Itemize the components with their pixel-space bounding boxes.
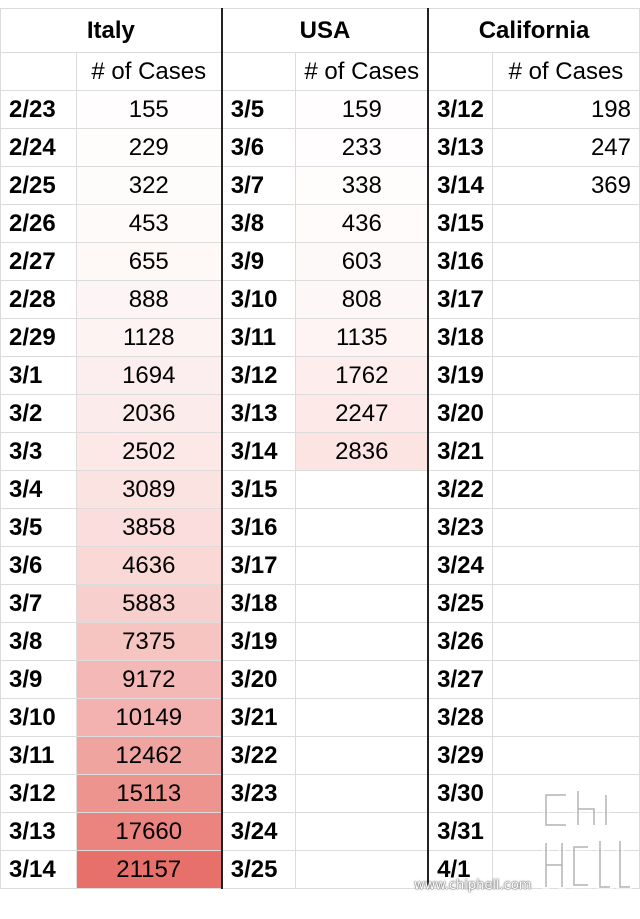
usa-cases-cell[interactable]: 436 [296,205,428,243]
italy-cases-header[interactable]: # of Cases [76,53,222,91]
california-cases-cell[interactable] [492,395,639,433]
italy-date-cell[interactable]: 3/3 [1,433,77,471]
table-row [1,699,640,737]
california-cases-cell[interactable] [492,661,639,699]
table-row [1,91,640,129]
california-date-cell[interactable]: 3/25 [428,585,492,623]
california-date-cell[interactable]: 3/14 [428,167,492,205]
italy-cases-cell[interactable]: 1694 [76,357,222,395]
usa-cases-cell[interactable] [296,623,428,661]
california-date-cell[interactable]: 3/22 [428,471,492,509]
usa-cases-cell[interactable] [296,699,428,737]
table-row [1,357,640,395]
italy-date-cell[interactable]: 3/9 [1,661,77,699]
usa-cases-header[interactable]: # of Cases [296,53,428,91]
italy-cases-cell[interactable]: 12462 [76,737,222,775]
california-date-cell[interactable]: 3/27 [428,661,492,699]
california-cases-cell[interactable] [492,205,639,243]
usa-cases-cell[interactable] [296,471,428,509]
usa-date-cell[interactable]: 3/16 [222,509,296,547]
italy-date-cell[interactable]: 2/24 [1,129,77,167]
italy-date-cell[interactable]: 3/13 [1,813,77,851]
italy-date-cell[interactable]: 2/27 [1,243,77,281]
italy-date-cell[interactable]: 2/26 [1,205,77,243]
usa-cases-cell[interactable] [296,813,428,851]
california-cases-cell[interactable] [492,471,639,509]
california-date-cell[interactable]: 3/19 [428,357,492,395]
california-date-cell[interactable]: 3/26 [428,623,492,661]
italy-cases-cell[interactable]: 1128 [76,319,222,357]
usa-date-cell[interactable]: 3/23 [222,775,296,813]
italy-date-cell[interactable]: 2/28 [1,281,77,319]
california-date-cell[interactable]: 3/21 [428,433,492,471]
usa-cases-cell[interactable]: 2836 [296,433,428,471]
italy-date-cell[interactable]: 3/4 [1,471,77,509]
california-date-cell[interactable]: 3/12 [428,91,492,129]
california-date-cell[interactable]: 3/23 [428,509,492,547]
california-date-cell[interactable]: 3/29 [428,737,492,775]
california-date-cell[interactable]: 3/16 [428,243,492,281]
italy-date-cell[interactable]: 3/10 [1,699,77,737]
italy-date-cell[interactable]: 3/14 [1,851,77,889]
table-row [1,129,640,167]
usa-date-cell[interactable]: 3/18 [222,585,296,623]
italy-cases-cell[interactable]: 3089 [76,471,222,509]
italy-cases-cell[interactable]: 655 [76,243,222,281]
italy-date-cell[interactable]: 3/7 [1,585,77,623]
california-cases-cell[interactable] [492,699,639,737]
usa-cases-cell[interactable]: 603 [296,243,428,281]
california-date-cell[interactable]: 3/20 [428,395,492,433]
italy-date-cell[interactable]: 3/6 [1,547,77,585]
table-row [1,395,640,433]
california-cases-cell[interactable] [492,433,639,471]
usa-cases-cell[interactable]: 808 [296,281,428,319]
california-cases-cell[interactable] [492,509,639,547]
usa-date-cell[interactable]: 3/10 [222,281,296,319]
italy-cases-cell[interactable]: 9172 [76,661,222,699]
usa-cases-cell[interactable]: 1135 [296,319,428,357]
usa-date-cell[interactable]: 3/19 [222,623,296,661]
california-cases-cell[interactable]: 369 [492,167,639,205]
california-date-cell[interactable]: 3/15 [428,205,492,243]
italy-date-cell[interactable]: 2/29 [1,319,77,357]
california-date-cell[interactable]: 3/28 [428,699,492,737]
california-cases-header[interactable]: # of Cases [492,53,639,91]
california-date-header-cell[interactable] [428,53,492,91]
usa-cases-cell[interactable] [296,775,428,813]
table-row [1,509,640,547]
italy-cases-cell[interactable]: 7375 [76,623,222,661]
table-row [1,623,640,661]
usa-date-cell[interactable]: 3/7 [222,167,296,205]
usa-cases-cell[interactable] [296,509,428,547]
italy-date-cell[interactable]: 2/23 [1,91,77,129]
italy-date-cell[interactable]: 3/1 [1,357,77,395]
california-date-cell[interactable]: 3/31 [428,813,492,851]
usa-date-cell[interactable]: 3/12 [222,357,296,395]
italy-cases-cell[interactable]: 2036 [76,395,222,433]
table-row [1,243,640,281]
usa-date-cell[interactable]: 3/17 [222,547,296,585]
chiphell-logo-watermark [536,785,632,897]
california-date-cell[interactable]: 3/17 [428,281,492,319]
california-date-cell[interactable]: 3/13 [428,129,492,167]
table-row [1,319,640,357]
italy-cases-cell[interactable]: 10149 [76,699,222,737]
usa-cases-cell[interactable]: 2247 [296,395,428,433]
usa-date-cell[interactable]: 3/9 [222,243,296,281]
italy-cases-cell[interactable]: 453 [76,205,222,243]
italy-cases-cell[interactable]: 4636 [76,547,222,585]
case-comparison-table [0,8,640,889]
italy-date-header-cell[interactable] [1,53,77,91]
italy-cases-cell[interactable]: 888 [76,281,222,319]
california-cases-cell[interactable] [492,243,639,281]
usa-cases-cell[interactable]: 159 [296,91,428,129]
usa-date-cell[interactable]: 3/20 [222,661,296,699]
california-cases-cell[interactable] [492,357,639,395]
watermark-url: www.chiphell.com [414,878,532,893]
italy-date-cell[interactable]: 2/25 [1,167,77,205]
italy-cases-cell[interactable]: 322 [76,167,222,205]
usa-date-cell[interactable]: 3/8 [222,205,296,243]
usa-date-cell[interactable]: 3/6 [222,129,296,167]
italy-date-cell[interactable]: 3/8 [1,623,77,661]
usa-date-cell[interactable]: 3/25 [222,851,296,889]
country-header-row [1,9,640,53]
table-row [1,167,640,205]
italy-cases-cell[interactable]: 15113 [76,775,222,813]
usa-cases-cell[interactable]: 338 [296,167,428,205]
california-cases-cell[interactable]: 247 [492,129,639,167]
table-row [1,661,640,699]
usa-date-cell[interactable]: 3/5 [222,91,296,129]
italy-cases-cell[interactable]: 5883 [76,585,222,623]
california-date-cell[interactable]: 3/24 [428,547,492,585]
california-cases-cell[interactable] [492,737,639,775]
usa-date-cell[interactable]: 3/13 [222,395,296,433]
italy-cases-cell[interactable]: 3858 [76,509,222,547]
italy-date-cell[interactable]: 3/12 [1,775,77,813]
california-header[interactable]: California [428,9,639,53]
usa-date-cell[interactable]: 3/11 [222,319,296,357]
california-cases-cell[interactable] [492,319,639,357]
italy-cases-cell[interactable]: 2502 [76,433,222,471]
table-row [1,737,640,775]
california-date-cell[interactable]: 3/18 [428,319,492,357]
italy-header[interactable]: Italy [1,9,222,53]
usa-cases-cell[interactable] [296,547,428,585]
column-header-row [1,53,640,91]
usa-date-cell[interactable]: 3/22 [222,737,296,775]
california-cases-cell[interactable] [492,547,639,585]
table-body [1,9,640,889]
california-cases-cell[interactable] [492,585,639,623]
usa-cases-cell[interactable] [296,737,428,775]
table-row [1,205,640,243]
table-row [1,585,640,623]
usa-cases-cell[interactable]: 233 [296,129,428,167]
italy-date-cell[interactable]: 3/2 [1,395,77,433]
italy-cases-cell[interactable]: 229 [76,129,222,167]
usa-cases-cell[interactable] [296,661,428,699]
usa-date-cell[interactable]: 3/24 [222,813,296,851]
table-row [1,547,640,585]
usa-cases-cell[interactable] [296,851,428,889]
italy-cases-cell[interactable]: 21157 [76,851,222,889]
usa-date-header-cell[interactable] [222,53,296,91]
usa-date-cell[interactable]: 3/14 [222,433,296,471]
italy-cases-cell[interactable]: 155 [76,91,222,129]
italy-cases-cell[interactable]: 17660 [76,813,222,851]
california-date-cell[interactable]: 3/30 [428,775,492,813]
usa-header[interactable]: USA [222,9,428,53]
table-row [1,281,640,319]
usa-cases-cell[interactable]: 1762 [296,357,428,395]
california-cases-cell[interactable]: 198 [492,91,639,129]
italy-date-cell[interactable]: 3/11 [1,737,77,775]
california-cases-cell[interactable] [492,623,639,661]
table-row [1,433,640,471]
california-date-cell[interactable]: 4/1 [428,851,492,889]
usa-cases-cell[interactable] [296,585,428,623]
usa-date-cell[interactable]: 3/15 [222,471,296,509]
california-cases-cell[interactable] [492,281,639,319]
italy-date-cell[interactable]: 3/5 [1,509,77,547]
usa-date-cell[interactable]: 3/21 [222,699,296,737]
table-row [1,471,640,509]
